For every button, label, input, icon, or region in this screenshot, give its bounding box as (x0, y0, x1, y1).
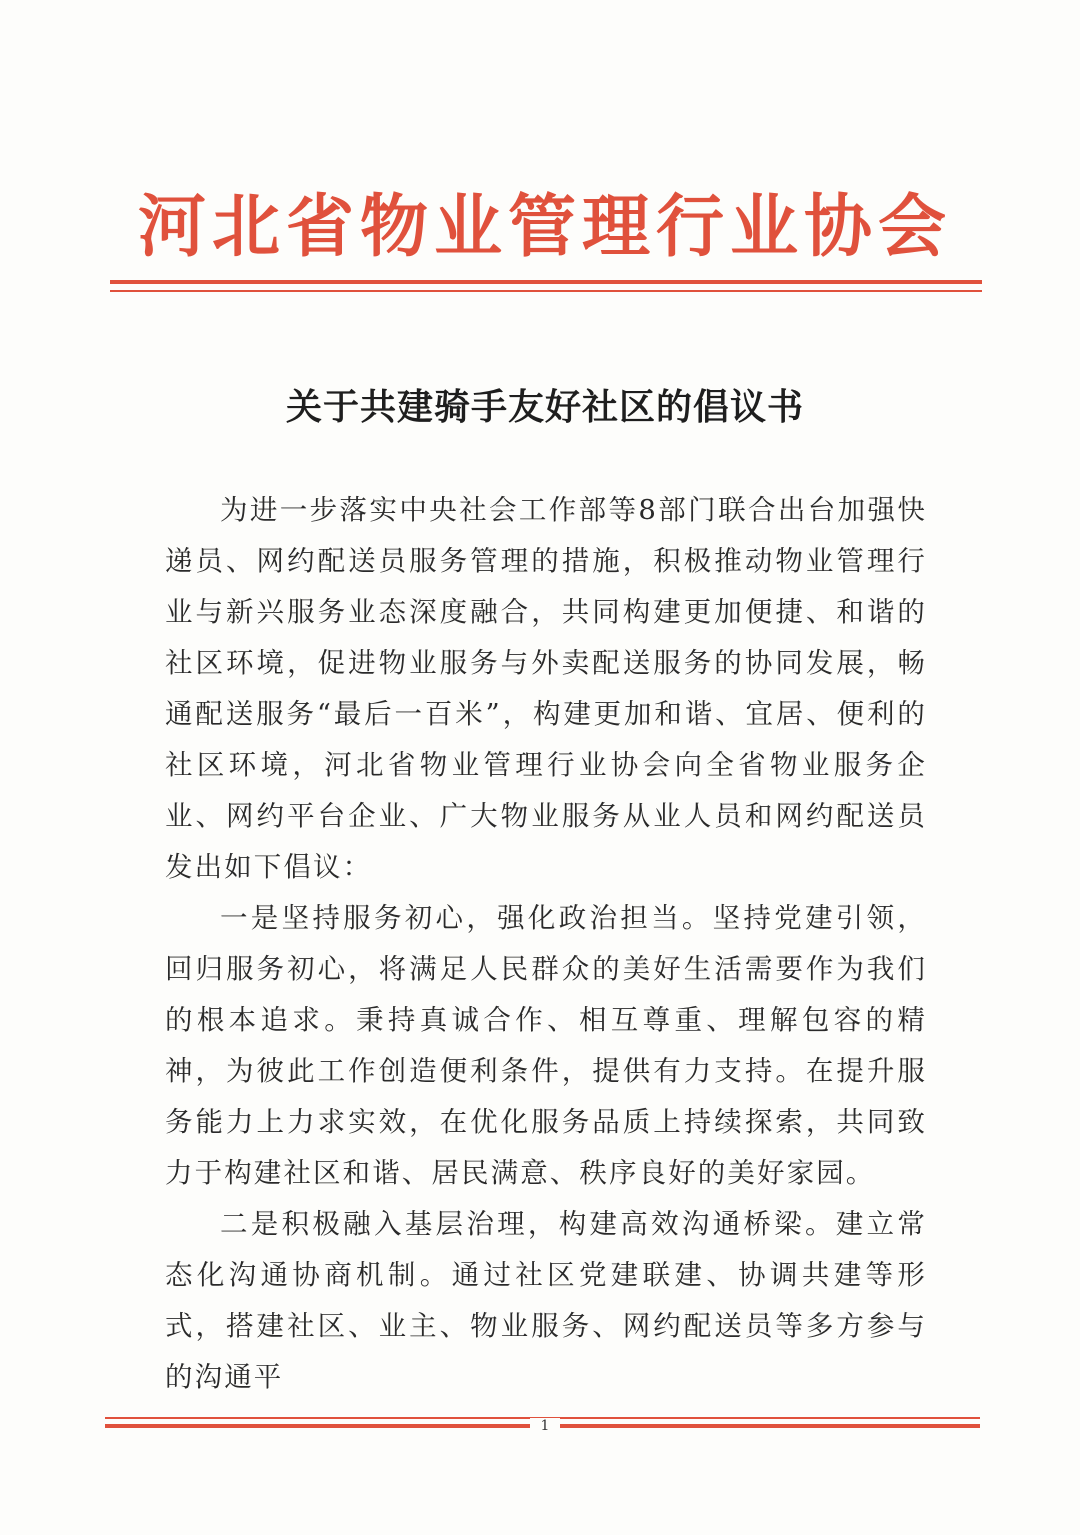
document-title: 关于共建骑手友好社区的倡议书 (285, 386, 804, 428)
letterhead-divider-thin (110, 290, 982, 292)
letterhead-divider-thick (110, 280, 982, 284)
paragraph-intro: 为进一步落实中央社会工作部等8部门联合出台加强快递员、网约配送员服务管理的措施，积极推动物业管理行业与新兴服务业态深度融合，共同构建更加便捷、和谐的社区环境，促进物业服务与外卖配送服务的协同发展，畅通配送服务“最后一百米”，构建更加和谐、宜居、便利的社区环境，河北省物业管理行业协会向全省物业服务企业、网约平台企业、广大物业服务从业人员和网约配送员发出如下倡议： (165, 494, 927, 883)
paragraph-point-one: 一是坚持服务初心，强化政治担当。坚持党建引领，回归服务初心，将满足人民群众的美好生活需要作为我们的根本追求。秉持真诚合作、相互尊重、理解包容的精神，为彼此工作创造便利条件，提供有力支持。在提升服务能力上力求实效，在优化服务品质上持续探索，共同致力于构建社区和谐、居民满意、秩序良好的美好家园。 (165, 902, 927, 1189)
document-body (165, 485, 927, 1403)
letterhead-title: 河北省物业管理行业协会 (137, 188, 952, 267)
page-number: 1 (530, 1418, 560, 1434)
paragraph-point-two: 二是积极融入基层治理，构建高效沟通桥梁。建立常态化沟通协商机制。通过社区党建联建、协调共建等形式，搭建社区、业主、物业服务、网约配送员等多方参与的沟通平 (165, 1208, 927, 1393)
